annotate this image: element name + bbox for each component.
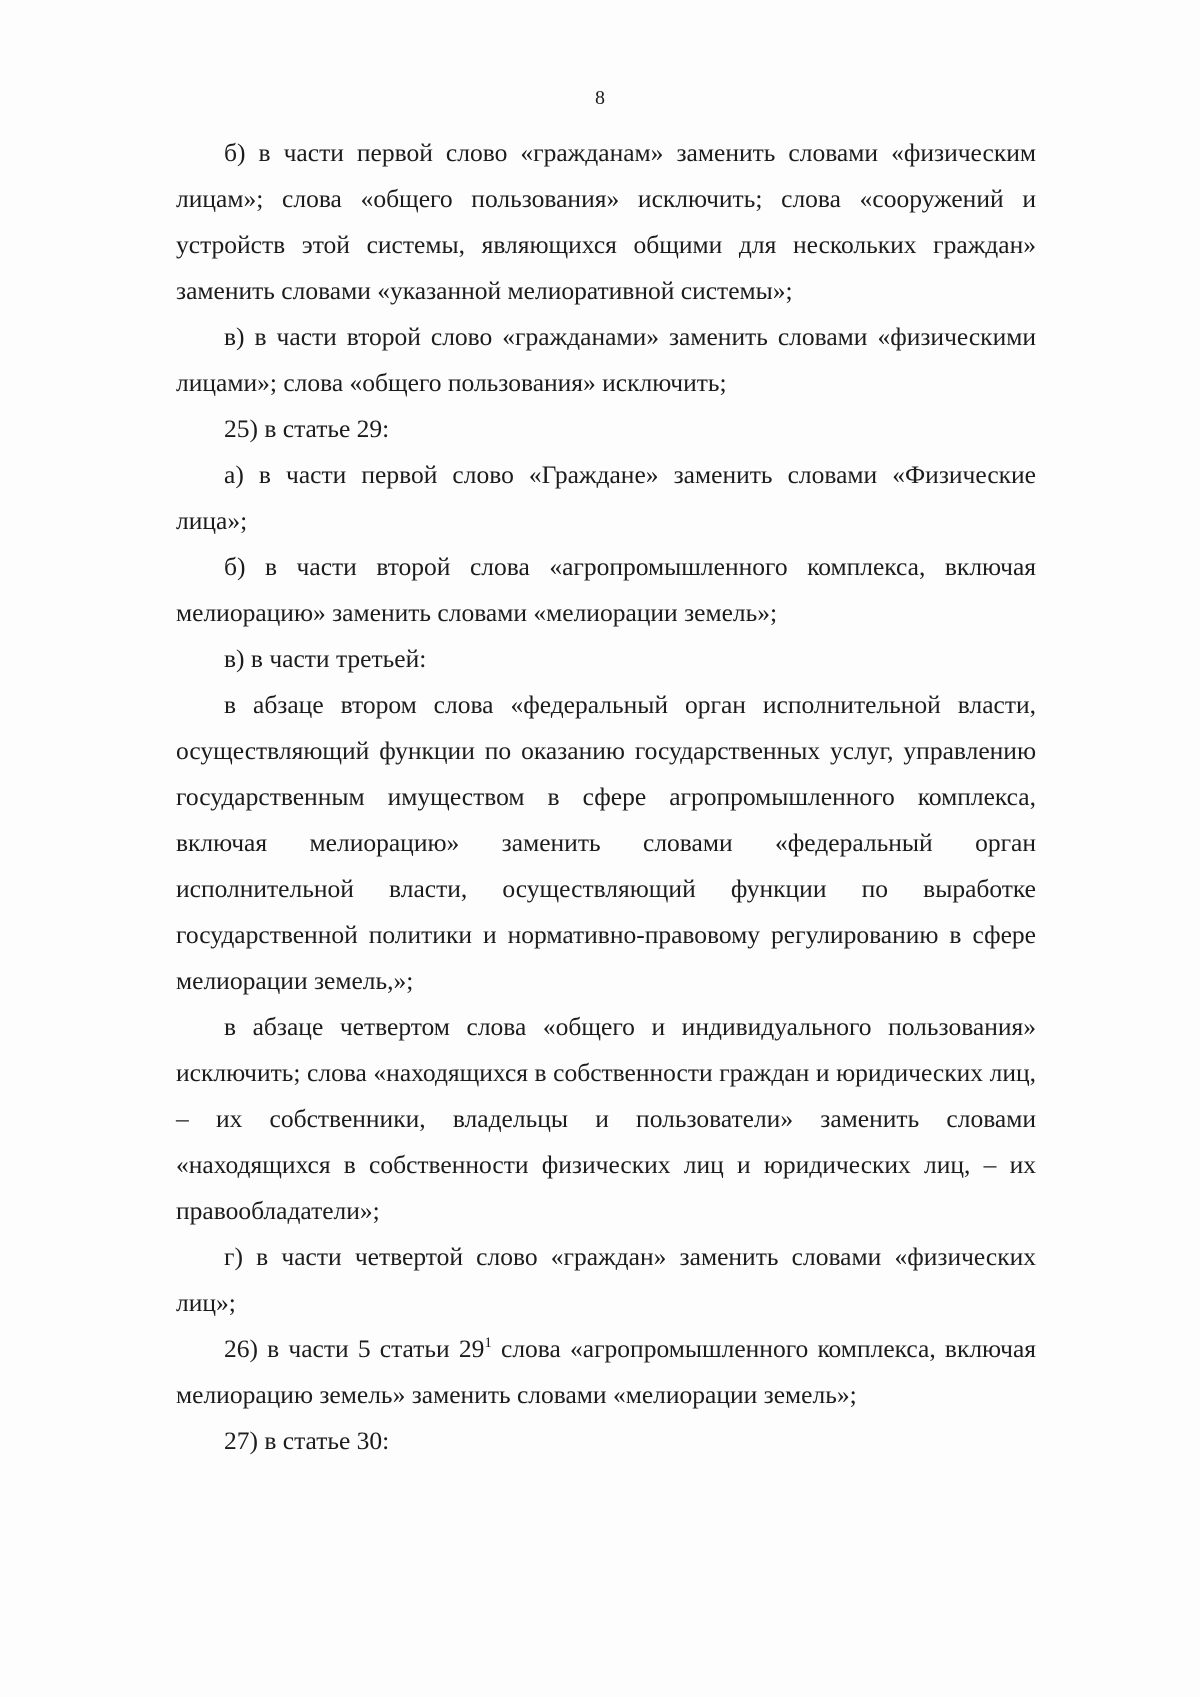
item-26-superscript: 1 <box>484 1335 492 1351</box>
page-number: 8 <box>595 87 605 109</box>
paragraph-fourth-indent: в абзаце четвертом слова «общего и индивидуального пользования» исключить; слова «находящихся в собственности граждан и юридических лиц, – их собственники, владельцы и пользователи» заменить словами «находящихся в собственности физических лиц и юридических лиц, – их правообладатели»; <box>176 1012 1036 1225</box>
paragraph-b-part-one: б) в части первой слово «гражданам» заменить словами «физическим лицам»; слова «общего пользования» исключить; слова «сооружений и устройств этой системы, являющихся общими для нескольких граждан» заменить словами «указанной мелиоративной системы»; <box>176 138 1036 305</box>
item-26-text-after: слова «агропромышленного комплекса, включая мелиорацию земель» заменить словами «мелиорации земель»; <box>176 1334 1037 1409</box>
paragraph-item-26 <box>176 1326 1036 1418</box>
paragraph-g-part-four: г) в части четвертой слово «граждан» заменить словами «физических лиц»; <box>176 1242 1036 1317</box>
paragraph-item-25: 25) в статье 29: <box>224 414 390 443</box>
paragraph-b-part-two: б) в части второй слова «агропромышленного комплекса, включая мелиорацию» заменить словами «мелиорации земель»; <box>176 552 1036 627</box>
item-26-text-before: 26) в части 5 статьи 29 <box>224 1334 485 1363</box>
paragraph-second-indent: в абзаце втором слова «федеральный орган исполнительной власти, осуществляющий функции по оказанию государственных услуг, управлению государственным имуществом в сфере агропромышленного комплекса, включая мелиорацию» заменить словами «федеральный орган исполнительной власти, осуществляющий функции по выработке государственной политики и нормативно-правовому регулированию в сфере мелиорации земель,»; <box>176 690 1036 995</box>
paragraph-item-27: 27) в статье 30: <box>224 1426 390 1455</box>
document-body <box>176 130 1036 1464</box>
paragraph-a-part-one: а) в части первой слово «Граждане» заменить словами «Физические лица»; <box>176 460 1036 535</box>
paragraph-v-part-two: в) в части второй слово «гражданами» заменить словами «физическими лицами»; слова «общего пользования» исключить; <box>176 322 1036 397</box>
paragraph-v-part-three: в) в части третьей: <box>224 644 427 673</box>
